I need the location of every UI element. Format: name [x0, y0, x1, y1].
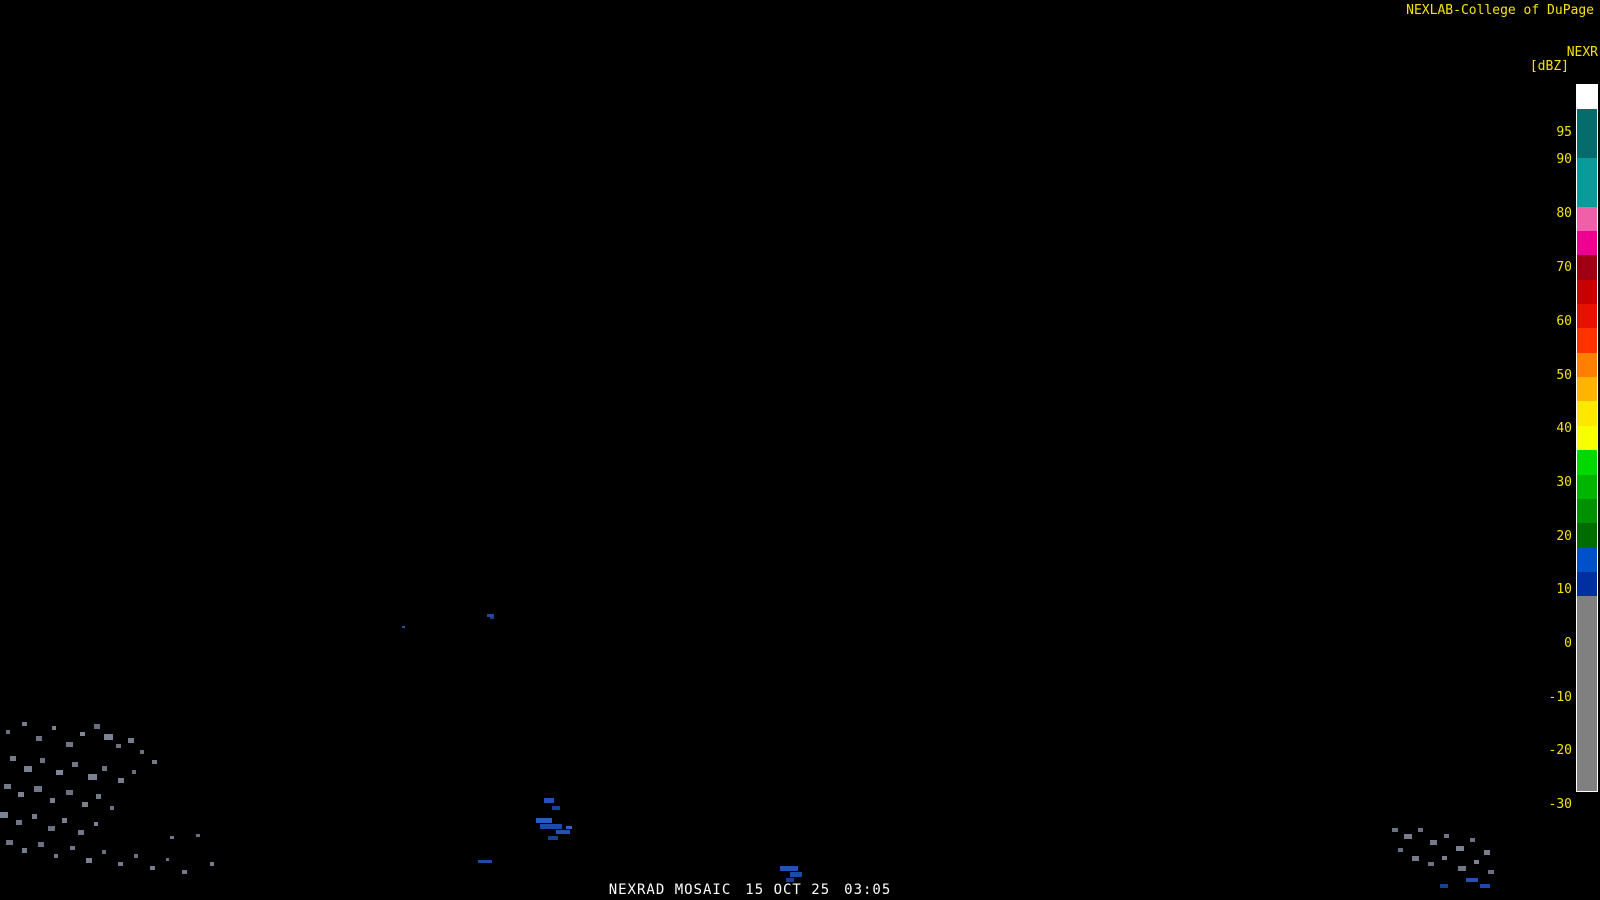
radar-echo-cell	[54, 854, 58, 858]
radar-echo-cell	[66, 742, 73, 747]
radar-echo-cell	[6, 730, 10, 734]
colorbar-segment	[1577, 304, 1597, 328]
colorbar-segment	[1577, 596, 1597, 791]
radar-echo-cell	[540, 824, 562, 829]
radar-echo-cell	[24, 766, 32, 772]
legend-tick-10: 10	[1556, 582, 1572, 597]
radar-echo-cell	[1398, 848, 1403, 852]
radar-echo-cell	[790, 872, 802, 877]
radar-echo-cell	[1474, 860, 1479, 864]
radar-echo-cell	[1428, 862, 1434, 866]
radar-echo-cell	[478, 860, 492, 863]
colorbar-segment	[1577, 499, 1597, 523]
legend-tick-50: 50	[1556, 368, 1572, 383]
colorbar-segment	[1577, 231, 1597, 255]
radar-echo-cell	[66, 790, 73, 795]
radar-echo-cell	[96, 794, 101, 799]
radar-echo-cell	[170, 836, 174, 839]
radar-echo-cell	[134, 854, 138, 858]
colorbar-segment	[1577, 401, 1597, 425]
radar-echo-cell	[1488, 870, 1494, 874]
radar-echo-cell	[62, 818, 67, 823]
radar-echo-cell	[72, 762, 78, 767]
radar-echo-cell	[6, 840, 13, 845]
radar-echo-cell	[34, 786, 42, 792]
colorbar-segment	[1577, 572, 1597, 596]
radar-echo-cell	[152, 760, 157, 764]
colorbar-segment	[1577, 207, 1597, 231]
radar-echo-cell	[86, 858, 92, 863]
radar-echo-cell	[402, 626, 405, 628]
legend-tick-0: 0	[1564, 636, 1572, 651]
radar-echo-cell	[36, 736, 42, 741]
colorbar-segment	[1577, 255, 1597, 279]
radar-echo-cell	[150, 866, 155, 870]
radar-echo-cell	[1442, 856, 1447, 860]
radar-echo-cell	[166, 858, 169, 861]
legend-tick-60: 60	[1556, 314, 1572, 329]
legend-tick-70: 70	[1556, 260, 1572, 275]
colorbar-segment	[1577, 280, 1597, 304]
radar-echo-cell	[118, 862, 123, 866]
radar-echo-cell	[1418, 828, 1423, 832]
radar-echo-cell	[1404, 834, 1412, 839]
radar-echo-cell	[78, 830, 84, 835]
colorbar-segment	[1577, 353, 1597, 377]
radar-echo-cell	[128, 738, 134, 743]
radar-echo-cell	[490, 617, 494, 619]
footer-time-label: 03:05	[844, 882, 892, 898]
radar-echo-cell	[32, 814, 37, 819]
radar-echo-cell	[16, 820, 22, 825]
colorbar-segment	[1577, 328, 1597, 352]
radar-echo-cell	[182, 870, 187, 874]
radar-echo-cell	[1458, 866, 1466, 871]
radar-echo-cell	[70, 846, 75, 850]
radar-echo-cell	[102, 766, 107, 771]
radar-echo-cell	[18, 792, 24, 797]
radar-echo-cell	[1412, 856, 1419, 861]
radar-echo-cell	[102, 850, 106, 854]
radar-echo-cell	[552, 806, 560, 810]
radar-echo-cell	[1430, 840, 1437, 845]
radar-echo-cell	[110, 806, 114, 810]
legend-tick-30: 30	[1556, 475, 1572, 490]
dbz-color-legend	[1529, 45, 1600, 812]
brand-label: NEXLAB-College of DuPage	[1406, 3, 1594, 18]
legend-tick-20: 20	[1556, 529, 1572, 544]
colorbar-segment	[1577, 548, 1597, 572]
radar-echo-cell	[48, 826, 55, 831]
colorbar-segment	[1577, 426, 1597, 450]
colorbar-gradient	[1576, 84, 1598, 792]
footer-date-label: 15 OCT 25	[745, 882, 831, 898]
radar-echo-cell	[556, 830, 570, 834]
radar-echo-cell	[40, 758, 45, 763]
footer-status-bar	[0, 882, 1500, 898]
radar-echo-cell	[94, 724, 100, 729]
radar-echo-cell	[116, 744, 121, 748]
radar-echo-cell	[780, 866, 798, 871]
radar-echo-cell	[1470, 838, 1475, 842]
radar-echo-cell	[10, 756, 16, 761]
legend-tick-90: 90	[1556, 152, 1572, 167]
colorbar-segment	[1577, 475, 1597, 499]
radar-echo-cell	[1444, 834, 1449, 838]
radar-echo-cell	[132, 770, 136, 774]
colorbar-segment	[1577, 377, 1597, 401]
legend-tick-neg10: -10	[1548, 690, 1572, 705]
legend-units-label: [dBZ]	[1529, 59, 1569, 74]
radar-echo-cell	[94, 822, 98, 826]
legend-tick-80: 80	[1556, 206, 1572, 221]
radar-echo-cell	[50, 798, 55, 803]
radar-echo-cell	[1456, 846, 1464, 851]
radar-echo-cell	[38, 842, 44, 847]
radar-echo-cell	[82, 802, 88, 807]
radar-echo-cell	[536, 818, 552, 823]
radar-echo-cell	[548, 836, 558, 840]
radar-echo-cell	[196, 834, 200, 837]
colorbar-segment	[1577, 158, 1597, 207]
footer-product-label: NEXRAD MOSAIC	[608, 882, 732, 898]
legend-tick-40: 40	[1556, 421, 1572, 436]
legend-title: NEXR	[1566, 45, 1598, 60]
radar-echo-cell	[566, 826, 572, 829]
radar-echo-cell	[0, 812, 8, 818]
colorbar-segment	[1577, 523, 1597, 547]
radar-echo-cell	[52, 726, 56, 730]
radar-echo-cell	[88, 774, 97, 780]
legend-tick-95: 95	[1556, 125, 1572, 140]
radar-echo-cell	[56, 770, 63, 775]
radar-echo-cell	[80, 732, 85, 736]
colorbar-segment	[1577, 450, 1597, 474]
radar-echo-cell	[22, 722, 27, 726]
legend-tick-neg30: -30	[1548, 797, 1572, 812]
radar-echo-cell	[22, 848, 27, 853]
colorbar-segment	[1577, 85, 1597, 109]
colorbar-segment	[1577, 109, 1597, 158]
radar-echo-cell	[118, 778, 124, 783]
radar-echo-cell	[104, 734, 113, 740]
radar-echo-cell	[1484, 850, 1490, 855]
radar-echo-cell	[1392, 828, 1398, 832]
radar-echo-cell	[140, 750, 144, 754]
radar-echo-cell	[210, 862, 214, 866]
radar-echo-cell	[544, 798, 554, 803]
legend-tick-neg20: -20	[1548, 743, 1572, 758]
radar-echo-cell	[4, 784, 11, 789]
